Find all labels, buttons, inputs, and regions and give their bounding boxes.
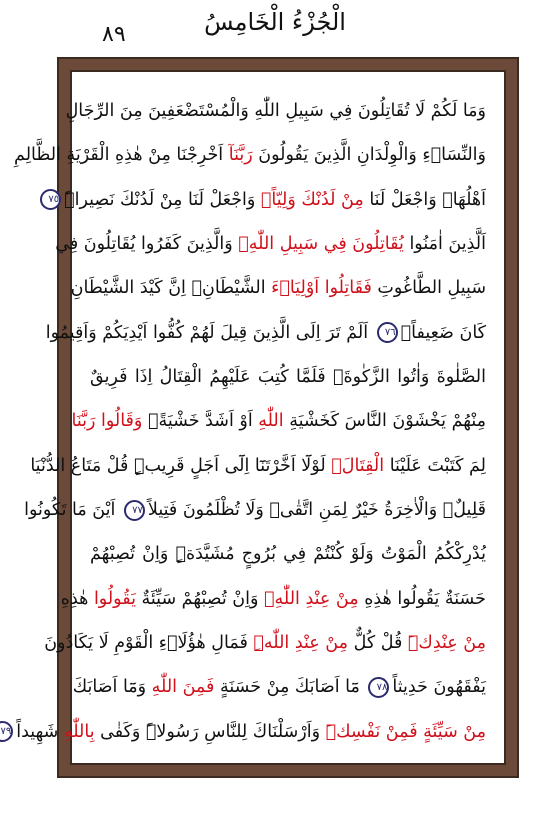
- text-segment: اَلَّذِينَ اٰمَنُوا: [403, 234, 486, 255]
- text-segment: حَسَنَةٌ يَقُولُوا هٰذِهِ: [358, 588, 486, 609]
- ayah-number-marker: ٧٨: [368, 677, 389, 698]
- highlighted-text-segment: مِنْ عِنْدِ اللّٰهِۚ: [264, 588, 359, 609]
- text-segment: اَخْرِجْنَا مِنْ هٰذِهِ الْقَرْيَةِ الظَّالِمِ: [14, 145, 229, 166]
- text-line: [71, 402, 486, 440]
- text-segment: مَٓا اَصَابَكَ مِنْ حَسَنَةٍ: [214, 677, 366, 698]
- text-segment: اَلَمْ تَرَ اِلَى الَّذِينَ قِيلَ لَهُمْ كُفُّوا اَيْدِيَكُمْ وَاَقِيمُوا: [45, 322, 374, 343]
- highlighted-text-segment: يَقُولُوا: [93, 588, 136, 609]
- text-line: [90, 358, 486, 396]
- quran-text-body: [0, 70, 506, 765]
- text-line: [24, 491, 486, 529]
- text-segment: كَانَ ضَعِيفاًۚ: [400, 322, 486, 343]
- text-segment: وَمَا لَكُمْ لَا تُقَاتِلُونَ فِي سَبِيلِ اللّٰهِ: [254, 101, 486, 121]
- ayah-number-marker: ٧٦: [377, 322, 398, 343]
- highlighted-text-segment: مِنْ سَيِّئَةٍ فَمِنْ نَفْسِكَۜ: [325, 721, 486, 742]
- text-line: [60, 580, 486, 618]
- text-segment: اَوْ اَشَدَّ خَشْيَةًۚ: [142, 411, 259, 432]
- text-line: [30, 447, 486, 485]
- juz-title: الْجُزْءُ الْخَامِسُ: [204, 8, 346, 36]
- text-segment: اَهْلُهَاۚ وَاجْعَلْ لَنَا: [363, 189, 486, 210]
- text-segment: لَوْلَٓا اَخَّرْتَنَٓا اِلَٓى اَجَلٍ قَرِيبٍۜ قُلْ مَتَاعُ الدُّنْيَا: [30, 455, 332, 476]
- text-segment: اَيْنَ مَا تَكُونُوا: [24, 500, 121, 521]
- text-segment: وَاَرْسَلْنَاكَ لِلنَّاسِ رَسُولاًۜ وَكَفٰى: [94, 721, 326, 742]
- text-line: [65, 92, 486, 130]
- highlighted-text-segment: الْقِتَالَۚ: [331, 455, 385, 476]
- highlighted-text-segment: يُقَاتِلُونَ فِي سَبِيلِ اللّٰهِۚ: [238, 234, 404, 255]
- highlighted-text-segment: مِنْ عِنْدِ اللّٰهِۜ: [253, 633, 348, 654]
- text-segment: قَلِيلٌۚ وَالْاٰخِرَةُ خَيْرٌ لِمَنِ اتَّقٰىۜ وَلَا تُظْلَمُونَ فَتِيلاً: [147, 500, 486, 521]
- text-segment: شَهِيداً: [16, 721, 64, 742]
- text-segment: وَاِنْ تُصِبْهُمْ سَيِّئَةٌ: [135, 588, 265, 609]
- highlighted-text-segment: وَقَالُوا رَبَّنَا: [71, 411, 143, 432]
- text-segment: الشَّيْطَانِۚ اِنَّ كَيْدَ الشَّيْطَانِ: [70, 278, 272, 299]
- highlighted-text-segment: بِاللّٰهِ: [63, 721, 95, 742]
- text-line: [90, 535, 486, 573]
- highlighted-text-segment: مِنْ عِنْدِكَۜ: [407, 633, 486, 654]
- text-segment: مِنْهُمْ يَخْشَوْنَ النَّاسَ كَخَشْيَةِ: [283, 411, 486, 432]
- highlighted-text-segment: رَبَّنَآ: [228, 145, 253, 166]
- text-line: [0, 713, 486, 751]
- highlighted-text-segment: اللّٰهِ: [258, 411, 284, 432]
- text-segment: هٰذِهِ: [60, 588, 94, 609]
- text-segment: فَمَالِ هٰؤُلَاۤءِ الْقَوْمِ لَا يَكَادُونَ: [44, 633, 254, 654]
- page-header: [0, 0, 550, 56]
- text-segment: لِمَ كَتَبْتَ عَلَيْنَا: [384, 455, 486, 476]
- text-segment: وَالَّذِينَ كَفَرُوا يُقَاتِلُونَ فِي: [55, 234, 239, 255]
- highlighted-text-segment: مِنْ لَدُنْكَ وَلِيّاًۚ: [260, 189, 364, 210]
- text-segment: وَالنِّسَاۤءِ وَالْوِلْدَانِ الَّذِينَ يَقُولُونَ: [252, 145, 486, 166]
- ayah-number-marker: ٧٧: [124, 500, 145, 521]
- text-line: [70, 269, 486, 307]
- text-line: [45, 314, 486, 352]
- highlighted-text-segment: فَقَاتِلُوا اَوْلِيَاۤءَ: [271, 278, 372, 299]
- page-frame: [0, 57, 519, 778]
- text-segment: قُلْ كُلٌّ: [348, 633, 408, 654]
- text-line: [44, 624, 486, 662]
- text-segment: الصَّلٰوةَ وَاٰتُوا الزَّكٰوةَۚ فَلَمَّا كُتِبَ عَلَيْهِمُ الْقِتَالُ اِذَا فَرِيقٌ: [90, 367, 486, 388]
- text-segment: يَفْقَهُونَ حَدِيثاً: [392, 677, 486, 698]
- text-segment: سَبِيلِ الطَّاغُوتِ: [371, 278, 486, 299]
- text-line: [14, 136, 486, 174]
- ayah-number-marker: ٧٥: [40, 189, 61, 210]
- text-segment: يُدْرِكْكُمُ الْمَوْتُ وَلَوْ كُنْتُمْ فِي بُرُوجٍ مُشَيَّدَةٍۜ وَاِنْ تُصِبْهُمْ: [90, 544, 486, 565]
- ayah-number-marker: ٧٩: [0, 721, 13, 742]
- text-segment: وَالْمُسْتَضْعَفِينَ مِنَ الرِّجَالِ: [65, 101, 255, 121]
- page-number: ٨٩: [102, 22, 126, 47]
- text-line: [72, 668, 486, 706]
- highlighted-text-segment: فَمِنَ اللّٰهِ: [151, 677, 215, 698]
- text-segment: وَمَٓا اَصَابَكَ: [72, 677, 152, 698]
- text-line: [55, 225, 486, 263]
- text-line: [48, 181, 486, 219]
- text-segment: وَاجْعَلْ لَنَا مِنْ لَدُنْكَ نَصِيراًۜ: [64, 189, 261, 210]
